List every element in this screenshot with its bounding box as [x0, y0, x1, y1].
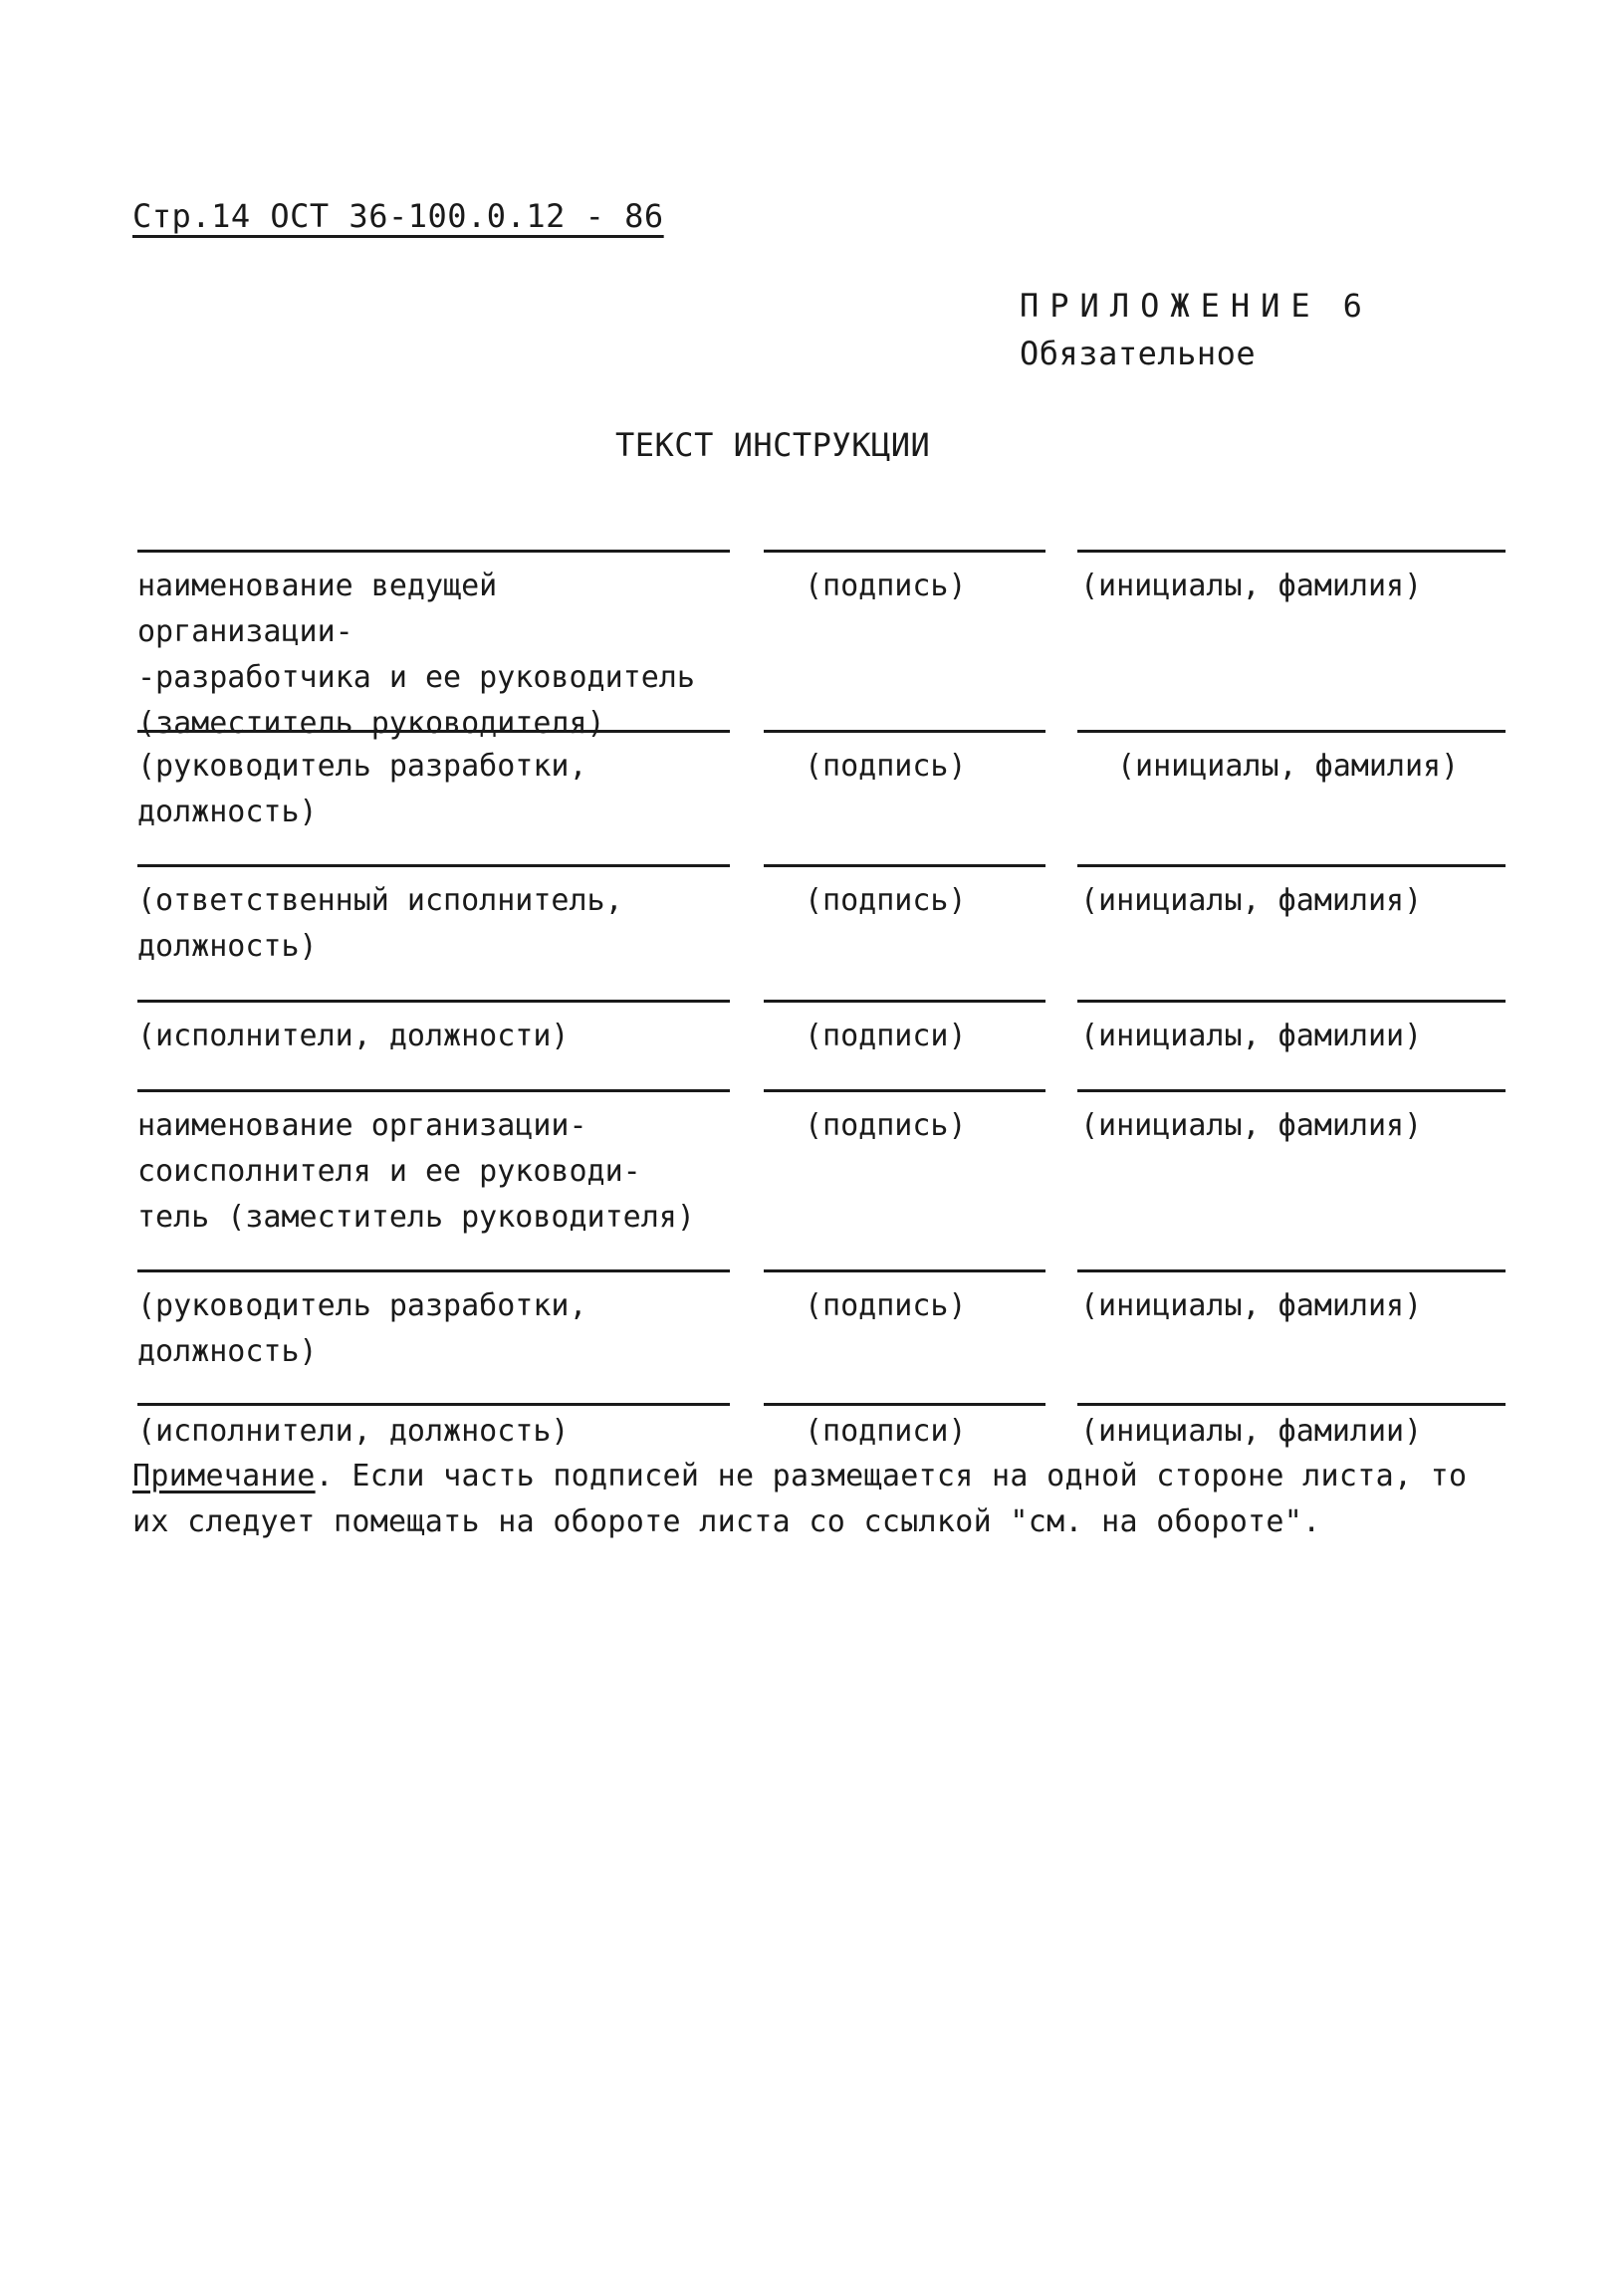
- name-line: [1077, 864, 1506, 867]
- name-label: (инициалы, фамилии): [1080, 1019, 1423, 1053]
- signature-line: [764, 1269, 1045, 1272]
- signature-label: (подписи): [805, 1019, 967, 1053]
- role-label: (ответственный исполнитель, должность): [137, 883, 623, 964]
- role-line: [137, 550, 730, 553]
- name-line: [1077, 730, 1506, 733]
- role-line: [137, 1000, 730, 1003]
- role-label: наименование ведущей организации- -разработчика и ее руководитель (заместитель руководителя): [137, 569, 695, 741]
- appendix-title: ПРИЛОЖЕНИЕ: [1020, 287, 1321, 325]
- role-label: (руководитель разработки, должность): [137, 749, 587, 829]
- role-label: наименование организации- соисполнителя и ее руководи- тель (заместитель руководителя): [137, 1108, 695, 1235]
- role-label: (исполнители, должность): [137, 1414, 570, 1449]
- signature-line: [764, 864, 1045, 867]
- role-label: (руководитель разработки, должность): [137, 1288, 587, 1369]
- signature-label: (подпись): [805, 569, 967, 603]
- role-line: [137, 1403, 730, 1406]
- signature-label: (подпись): [805, 1108, 967, 1143]
- name-label: (инициалы, фамилия): [1080, 1108, 1423, 1143]
- signature-label: (подписи): [805, 1414, 967, 1449]
- name-line: [1077, 1089, 1506, 1092]
- signature-line: [764, 1403, 1045, 1406]
- note-label: Примечание: [132, 1459, 316, 1493]
- signature-line: [764, 550, 1045, 553]
- role-label: (исполнители, должности): [137, 1019, 570, 1053]
- page-header: Стр.14 ОСТ 36-100.0.12 - 86: [132, 197, 664, 235]
- signature-label: (подпись): [805, 749, 967, 784]
- name-label: (инициалы, фамилия): [1080, 883, 1423, 918]
- document-title: ТЕКСТ ИНСТРУКЦИИ: [615, 426, 931, 464]
- role-line: [137, 1089, 730, 1092]
- name-label: (инициалы, фамилия): [1117, 749, 1460, 784]
- signature-line: [764, 730, 1045, 733]
- name-label: (инициалы, фамилия): [1080, 1288, 1423, 1323]
- appendix-number: 6: [1342, 287, 1362, 325]
- note-text: . Если часть подписей не размещается на одной стороне листа, то их следует помещать на обороте листа со ссылкой "см. на обороте".: [132, 1459, 1468, 1539]
- name-line: [1077, 1000, 1506, 1003]
- name-line: [1077, 1269, 1506, 1272]
- appendix-block: [1020, 287, 1362, 372]
- role-line: [137, 1269, 730, 1272]
- role-line: [137, 864, 730, 867]
- footnote: [132, 1454, 1497, 1545]
- name-label: (инициалы, фамилии): [1080, 1414, 1423, 1449]
- name-line: [1077, 1403, 1506, 1406]
- signature-line: [764, 1000, 1045, 1003]
- role-line: [137, 730, 730, 733]
- signature-line: [764, 1089, 1045, 1092]
- signature-label: (подпись): [805, 883, 967, 918]
- name-line: [1077, 550, 1506, 553]
- signature-label: (подпись): [805, 1288, 967, 1323]
- name-label: (инициалы, фамилия): [1080, 569, 1423, 603]
- appendix-status: Обязательное: [1020, 335, 1257, 372]
